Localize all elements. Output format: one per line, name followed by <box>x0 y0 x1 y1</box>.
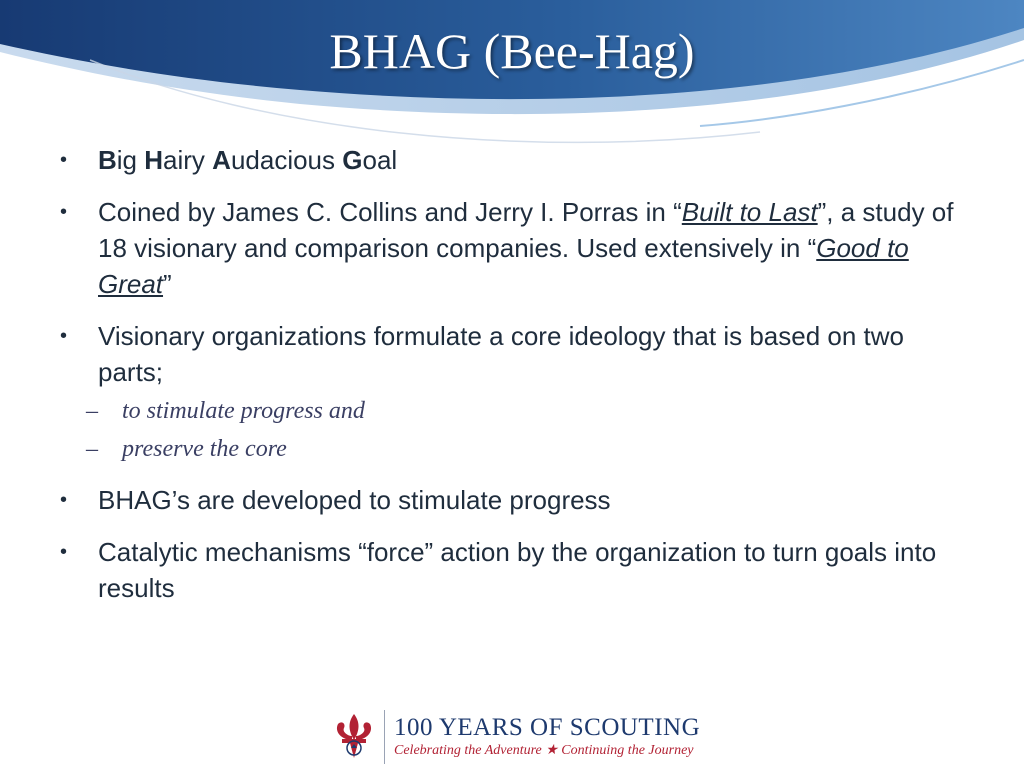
acronym-text: ig <box>116 145 145 175</box>
slide-title: BHAG (Bee-Hag) <box>329 23 695 79</box>
acronym-letter: A <box>212 145 231 175</box>
bullet-acronym <box>54 142 974 178</box>
bullet-catalytic <box>54 534 974 606</box>
acronym-text: udacious <box>230 145 343 175</box>
bullet-list <box>54 142 974 622</box>
bullet-origin <box>54 194 974 302</box>
acronym-text: oal <box>362 145 398 175</box>
bullet-text: Catalytic mechanisms “force” action by the organization to turn goals into results <box>98 537 937 603</box>
bullet-marker: • <box>60 201 68 223</box>
sub-bullet-list <box>54 396 974 464</box>
bullet-text: ”, a study of 18 visionary and comparison companies. Used extensively in “ <box>98 197 954 263</box>
bullet-marker: • <box>60 325 68 347</box>
bullet-marker: • <box>60 149 68 171</box>
bullet-text: ” <box>163 269 172 299</box>
bullet-text: Visionary organizations formulate a core ideology that is based on two parts; <box>98 321 904 387</box>
sub-bullet <box>54 434 974 464</box>
dash-marker: – <box>86 398 98 424</box>
book-link-good-to-great[interactable]: Good to Great <box>98 233 909 299</box>
acronym-text: airy <box>163 145 213 175</box>
bullet-text: BHAG’s are developed to stimulate progress <box>98 485 611 515</box>
footer-logo <box>330 708 710 764</box>
bullet-text: Coined by James C. Collins and Jerry I. Porras in “ <box>98 197 682 227</box>
footer-tagline: Celebrating the Adventure ★ Continuing the Journey <box>394 743 694 758</box>
dash-marker: – <box>86 436 98 462</box>
sub-bullet-text: preserve the core <box>122 436 287 462</box>
book-link-built-to-last[interactable]: Built to Last <box>681 197 818 227</box>
acronym-letter: B <box>98 145 117 175</box>
acronym-letter: G <box>342 145 363 175</box>
bullet-marker: • <box>60 489 68 511</box>
bullet-marker: • <box>60 541 68 563</box>
bullet-bhag-purpose <box>54 482 974 518</box>
sub-bullet-text: to stimulate progress and <box>122 398 365 424</box>
bullet-ideology <box>54 318 974 390</box>
footer-main-text: 100 YEARS OF SCOUTING <box>394 714 701 741</box>
footer-divider <box>384 710 385 764</box>
acronym-letter: H <box>144 145 164 175</box>
sub-bullet <box>54 396 974 426</box>
fleur-de-lis-icon <box>330 710 378 764</box>
